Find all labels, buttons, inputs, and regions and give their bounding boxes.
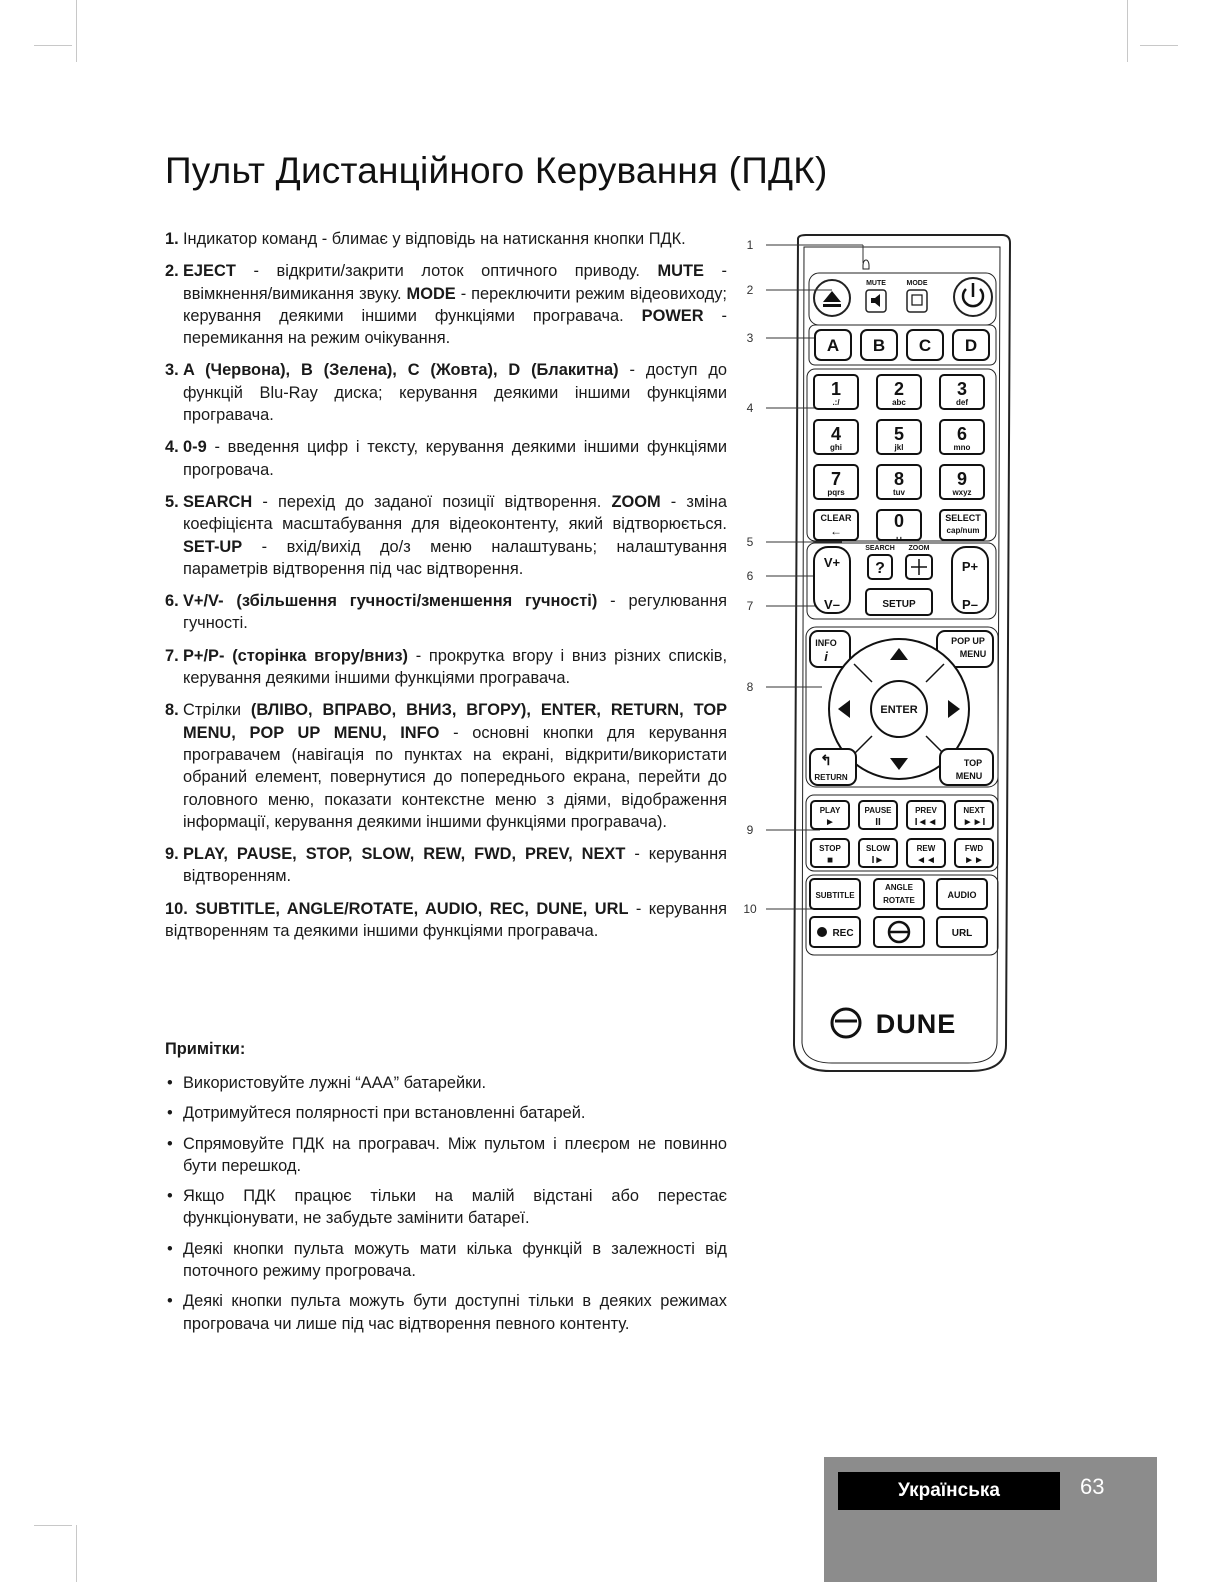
item-number: 8. (165, 701, 179, 720)
digit-label: 0 (893, 511, 905, 531)
item-text: MODE (406, 284, 456, 303)
transport-label: PREV (915, 806, 937, 815)
item-text: - ввімкнення/вимикання звуку. (183, 262, 727, 303)
list-item (165, 260, 727, 349)
digit-sub-label: tuv (893, 488, 905, 497)
callout-number: 2 (746, 283, 754, 297)
digit-label: 3 (956, 379, 968, 399)
setup-label: SETUP (882, 599, 916, 610)
item-number: 9. (165, 845, 179, 864)
mode-label: MODE (906, 280, 928, 287)
color-button-label: B (872, 336, 886, 355)
item-text: - відкрити/закрити лоток оптичного приводу. (235, 262, 658, 281)
bullet-icon: • (167, 1104, 173, 1123)
item-text: - перехід до заданої позиції відтворення. (252, 492, 612, 511)
digit-label: 4 (830, 424, 842, 444)
rec-label: REC (832, 928, 854, 939)
item-text: PLAY, PAUSE, STOP, SLOW, REW, FWD, PREV, NEXT (183, 845, 626, 864)
item-text: - основні кнопки для керування програвачем (навігація по пунктах на екрані, відкрити/використати обраний елемент, повернутися до попереднього екрана, перейти до головного меню, показати контекстне меню з діями, відображення інформації, керування деякими іншими функціями програвача). (183, 723, 727, 831)
crop-mark (76, 1525, 77, 1582)
digit-sub-label: abc (892, 398, 906, 407)
callout-number: 1 (746, 238, 754, 252)
transport-label: NEXT (963, 806, 985, 815)
stop-icon: ■ (826, 855, 834, 866)
item-text: SEARCH (183, 492, 253, 511)
enter-label: ENTER (880, 704, 918, 716)
item-text: EJECT (183, 262, 236, 281)
digit-label: 1 (830, 379, 842, 399)
next-icon: ►►I (962, 817, 986, 828)
digit-sub-label: pqrs (827, 488, 845, 497)
item-text: V+/V- (збільшення гучності/зменшення гучності) (183, 592, 598, 611)
item-text: Індикатор команд - блимає у відповідь на натискання кнопки ПДК. (183, 230, 686, 248)
transport-label: FWD (964, 844, 984, 853)
item-text: - керування відтворенням та деякими іншими функціями програвача. (165, 899, 727, 941)
item-text: - регулювання гучності. (183, 592, 727, 633)
search-icon: ? (875, 560, 885, 577)
note-text: Дотримуйтеся полярності при встановленні батарей. (183, 1104, 586, 1123)
transport-label: REW (916, 844, 936, 853)
callout-number: 8 (746, 680, 754, 694)
item-text: - керування відтворенням. (183, 845, 727, 886)
item-text: - переключити режим відеовиходу; керування деякими іншими функціями програвача. (183, 284, 727, 325)
item-text: SUBTITLE, ANGLE/ROTATE, AUDIO, REC, DUNE, URL (195, 899, 629, 918)
digit-label: 5 (893, 424, 905, 444)
page-number: 63 (1080, 1474, 1105, 1499)
slow-icon: I► (871, 855, 885, 866)
bullet-icon: • (167, 1239, 173, 1258)
angle-label: ANGLE (885, 883, 913, 892)
digit-label: 2 (893, 379, 905, 399)
note-item (165, 1238, 727, 1283)
transport-label: PAUSE (864, 806, 892, 815)
crop-mark (76, 0, 77, 62)
item-number: 3. (165, 361, 179, 380)
return-icon: ↰ (820, 752, 832, 768)
digit-label: 9 (956, 469, 968, 489)
note-item (165, 1290, 727, 1335)
item-text: POWER (641, 306, 704, 325)
transport-label: STOP (819, 844, 841, 853)
dune-logo (832, 1009, 956, 1039)
page-up-label: P+ (961, 559, 979, 574)
clear-arrow: ← (830, 524, 842, 538)
return-label: RETURN (814, 773, 848, 782)
item-text: ZOOM (611, 492, 661, 511)
digit-label: 7 (830, 469, 842, 489)
prev-icon: I◄◄ (914, 817, 938, 828)
play-icon: ► (825, 817, 835, 828)
digit-sub-label: def (956, 398, 968, 407)
item-number: 6. (165, 592, 179, 611)
top-menu-label: MENU (955, 771, 983, 781)
list-item (165, 590, 727, 635)
color-button-label: A (826, 336, 840, 355)
digit-sub-label: mno (953, 443, 971, 452)
item-text: A (Червона), B (Зелена), C (Жовта), D (Блакитна) (183, 361, 619, 380)
brand-text: DUNE (875, 1009, 957, 1039)
transport-label: PLAY (819, 806, 841, 815)
note-item (165, 1185, 727, 1230)
info-label: INFO (815, 638, 837, 648)
item-text: (ВЛІВО, ВПРАВО, ВНИЗ, ВГОРУ), ENTER, RETURN, TOP MENU, POP UP MENU, INFO (183, 701, 728, 742)
list-item (165, 228, 727, 250)
bullet-icon: • (167, 1074, 173, 1092)
transport-label: SLOW (866, 844, 890, 853)
url-label: URL (951, 928, 973, 939)
item-text: - введення цифр і тексту, керування деякими іншими функціями прогровача. (183, 438, 727, 479)
crop-mark (34, 1525, 72, 1526)
info-icon: i (824, 649, 828, 664)
volume-up-label: V+ (823, 555, 841, 570)
item-text: P+/P- (сторінка вгору/вниз) (183, 646, 408, 665)
callout-number: 4 (746, 401, 754, 415)
digit-sub-label: wxyz (952, 488, 972, 497)
item-text: 0-9 (183, 438, 207, 457)
item-text: - доступ до функцій Blu-Ray диска; керування деякими іншими функціями програвача. (183, 361, 727, 425)
rotate-label: ROTATE (883, 896, 915, 905)
crop-mark (1127, 0, 1128, 62)
item-number: 4. (165, 438, 179, 457)
item-text: - прокрутка вгору і вниз різних списків, керування деякими іншими функціями програвача. (183, 646, 727, 688)
callout-number: 6 (746, 569, 754, 583)
note-text: Спрямовуйте ПДК на програвач. Між пультом і плеєром не повинно бути перешкод. (183, 1134, 727, 1175)
digit-sub-label: ghi (830, 443, 842, 452)
item-number: 1. (165, 230, 179, 248)
digit-sub-label: jkl (894, 443, 904, 452)
notes-title: Примітки: (165, 1040, 246, 1058)
item-number: 7. (165, 646, 179, 665)
list-item (165, 491, 727, 580)
language-tab: Українська (838, 1472, 1060, 1510)
page-title: Пульт Дистанційного Керування (ПДК) (165, 150, 828, 191)
rec-dot-icon (817, 927, 827, 937)
list-item (165, 359, 727, 426)
note-text: Якщо ПДК працює тільки на малій відстані або перестає функціонувати, не забудьте замінити батареї. (183, 1187, 727, 1228)
list-item (165, 843, 727, 888)
color-button-label: C (918, 336, 932, 355)
digit-label: 8 (893, 469, 905, 489)
item-text: Стрілки (183, 701, 251, 720)
callout-number: 7 (746, 599, 754, 613)
crop-mark (1140, 45, 1178, 46)
note-item (165, 1102, 727, 1124)
item-text: SET-UP (183, 537, 243, 556)
item-text: - вхід/вихід до/з меню налаштувань; налаштування параметрів відтворення під час відтворення. (183, 537, 727, 578)
item-number: 5. (165, 492, 179, 511)
note-item (165, 1072, 727, 1094)
callout-number: 9 (746, 823, 754, 837)
item-number: 2. (165, 262, 179, 281)
page-down-label: P– (962, 597, 978, 612)
item-number: 10. (165, 899, 188, 918)
clear-label: CLEAR (820, 513, 852, 523)
fwd-icon: ►► (964, 855, 984, 866)
color-button-label: D (964, 336, 978, 355)
notes-list (165, 1072, 727, 1343)
search-label: SEARCH (865, 545, 895, 552)
feature-list (165, 228, 727, 952)
note-text: Деякі кнопки пульта можуть мати кілька функцій в залежності від поточного режиму прогровача. (183, 1239, 727, 1281)
note-text: Деякі кнопки пульта можуть бути доступні тільки в деяких режимах прогровача чи лише під час відтворення певного контенту. (183, 1292, 727, 1333)
space-icon: ␣ (896, 530, 902, 540)
bullet-icon: • (167, 1134, 173, 1153)
info-button[interactable] (810, 631, 850, 667)
note-item (165, 1133, 727, 1178)
item-text: - перемикання на режим очікування. (183, 306, 727, 348)
zoom-label: ZOOM (908, 545, 930, 552)
audio-label: AUDIO (947, 890, 977, 900)
bullet-icon: • (167, 1187, 173, 1206)
select-sub-label: cap/num (946, 526, 980, 535)
list-item (165, 645, 727, 690)
digit-sub-label: .:/ (832, 398, 840, 407)
item-text: MUTE (657, 262, 704, 281)
callout-number: 3 (746, 331, 754, 345)
subtitle-label: SUBTITLE (815, 891, 855, 900)
select-label: SELECT (945, 513, 981, 523)
crop-mark (34, 45, 72, 46)
callout-number: 10 (743, 902, 757, 916)
list-item (165, 436, 727, 481)
rew-icon: ◄◄ (916, 855, 936, 866)
item-text: - зміна коефіцієнта масштабування для відеоконтенту, який відтворюється. (183, 492, 727, 534)
remote-control-illustration (730, 225, 1020, 1075)
list-item (165, 898, 727, 943)
digit-label: 6 (956, 424, 968, 444)
top-menu-label: TOP (963, 758, 983, 768)
mute-label: MUTE (866, 280, 886, 287)
pause-icon: II (875, 817, 881, 828)
volume-down-label: V– (824, 597, 840, 612)
popup-label: POP UP (951, 636, 985, 646)
bullet-icon: • (167, 1292, 173, 1311)
note-text: Використовуйте лужні “AAA” батарейки. (183, 1074, 487, 1092)
callout-number: 5 (746, 535, 754, 549)
list-item (165, 699, 727, 833)
popup-label: MENU (959, 649, 987, 659)
